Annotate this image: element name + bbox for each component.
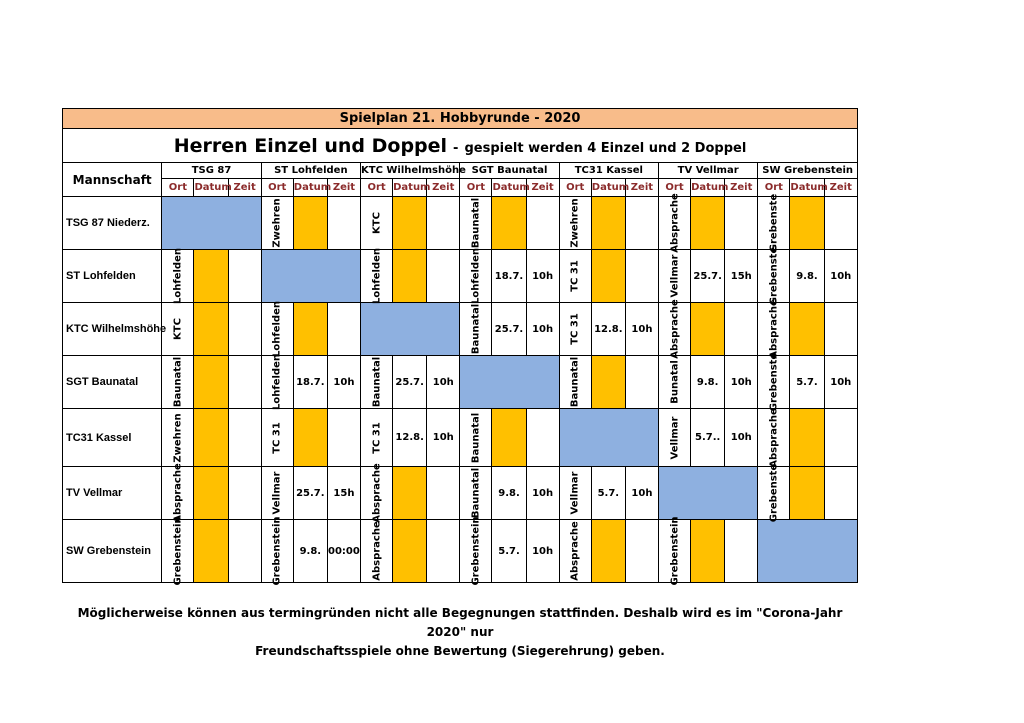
match-datum <box>194 303 228 356</box>
team-column-header: SW Grebenstein <box>758 163 858 179</box>
subheader-zeit: Zeit <box>327 179 360 197</box>
subheader-ort: Ort <box>162 179 194 197</box>
match-zeit: 10h <box>327 356 360 409</box>
match-ort: Lohfelden <box>271 354 283 410</box>
match-ort: Baunatal <box>470 412 482 463</box>
match-datum <box>691 303 725 356</box>
match-ort-cell <box>559 520 591 583</box>
match-ort: Grebenstein <box>470 516 482 586</box>
match-zeit <box>824 467 857 520</box>
match-zeit <box>228 356 261 409</box>
match-zeit <box>725 197 758 250</box>
subtitle: gespielt werden 4 Einzel und 2 Doppel <box>464 140 747 156</box>
subheader-datum: Datum <box>591 179 625 197</box>
match-ort-cell <box>559 467 591 520</box>
match-datum: 9.8. <box>492 467 526 520</box>
match-ort-cell <box>261 197 293 250</box>
match-zeit: 15h <box>725 250 758 303</box>
match-ort-cell <box>460 409 492 467</box>
match-ort-cell <box>658 516 690 586</box>
team-name: TV Vellmar <box>63 467 162 520</box>
match-datum <box>790 197 824 250</box>
subheader-ort: Ort <box>361 179 393 197</box>
match-ort: Absprache <box>768 407 780 468</box>
match-zeit <box>824 197 857 250</box>
match-ort-cell <box>460 516 492 586</box>
match-datum <box>194 250 228 303</box>
match-ort-cell <box>460 467 492 520</box>
subheader-zeit: Zeit <box>625 179 658 197</box>
match-ort: Zwehren <box>271 198 283 248</box>
subheader-zeit: Zeit <box>725 179 758 197</box>
match-ort: TC 31 <box>569 313 581 345</box>
match-ort-cell <box>460 250 492 303</box>
team-row <box>63 356 858 409</box>
match-datum: 9.8. <box>293 520 327 583</box>
match-ort: Lohfelden <box>470 248 482 304</box>
match-datum <box>194 409 228 467</box>
subheader-ort: Ort <box>460 179 492 197</box>
match-datum: 25.7. <box>691 250 725 303</box>
match-ort: TC 31 <box>271 421 283 454</box>
match-datum: 9.8. <box>790 250 824 303</box>
match-ort-cell <box>758 246 790 306</box>
match-datum: 18.7. <box>492 250 526 303</box>
match-zeit: 10h <box>427 409 460 467</box>
subtitle-row <box>63 129 858 163</box>
match-zeit <box>526 197 559 250</box>
match-datum <box>591 520 625 583</box>
match-ort-cell <box>361 197 393 250</box>
match-ort: Baunatal <box>172 356 184 408</box>
match-zeit: 10h <box>725 356 758 409</box>
match-datum: 12.8. <box>393 409 427 467</box>
main-title: Herren Einzel und Doppel <box>173 134 448 157</box>
match-zeit: 00:00 <box>327 520 360 583</box>
match-zeit: 10h <box>526 303 559 356</box>
match-datum <box>492 197 526 250</box>
match-ort-cell <box>261 356 293 409</box>
match-zeit <box>625 250 658 303</box>
team-row <box>63 409 858 467</box>
match-ort: Vellmar <box>271 471 283 515</box>
match-zeit: 10h <box>526 520 559 583</box>
match-ort-cell <box>162 250 194 303</box>
title-row <box>63 109 858 129</box>
subheader-datum: Datum <box>293 179 327 197</box>
match-ort: Grebenste <box>768 193 780 253</box>
subheader-datum: Datum <box>492 179 526 197</box>
match-ort: Absprache <box>768 299 780 359</box>
subheader-datum: Datum <box>691 179 725 197</box>
match-ort: Grebenstein <box>271 516 283 586</box>
team-row <box>63 197 858 250</box>
match-zeit: 10h <box>625 303 658 356</box>
match-datum <box>492 409 526 467</box>
team-name: SGT Baunatal <box>63 356 162 409</box>
match-zeit <box>625 520 658 583</box>
match-ort-cell <box>758 352 790 412</box>
subheader-zeit: Zeit <box>228 179 261 197</box>
match-ort-cell <box>361 463 393 523</box>
subheader-zeit: Zeit <box>427 179 460 197</box>
match-ort-cell <box>162 356 194 409</box>
match-zeit <box>228 467 261 520</box>
match-ort-cell <box>261 516 293 586</box>
match-ort: TC 31 <box>371 421 383 454</box>
match-zeit <box>824 409 857 467</box>
match-ort-cell <box>361 250 393 303</box>
subheader-datum: Datum <box>393 179 427 197</box>
match-ort-cell <box>658 193 690 253</box>
match-ort-cell <box>559 303 591 356</box>
team-name: ST Lohfelden <box>63 250 162 303</box>
self-match-cell <box>162 197 261 250</box>
team-column-header: TSG 87 <box>162 163 261 179</box>
subheader-ort: Ort <box>658 179 690 197</box>
match-ort-cell <box>361 356 393 409</box>
subheader-ort: Ort <box>559 179 591 197</box>
self-match-cell <box>261 250 360 303</box>
match-datum <box>393 467 427 520</box>
match-datum <box>293 303 327 356</box>
match-ort: Baunatal <box>470 303 482 355</box>
team-row <box>63 520 858 583</box>
match-datum: 12.8. <box>591 303 625 356</box>
match-ort: Absprache <box>371 521 383 581</box>
match-ort-cell <box>758 193 790 253</box>
subheader-ort: Ort <box>758 179 790 197</box>
match-ort: Grebenste <box>768 352 780 412</box>
match-ort-cell <box>758 463 790 523</box>
match-ort: Grebenstein <box>669 516 681 586</box>
match-ort: Absprache <box>371 463 383 523</box>
match-datum: 5.7. <box>492 520 526 583</box>
match-ort: Absprache <box>569 521 581 581</box>
match-datum <box>293 197 327 250</box>
match-ort-cell <box>460 303 492 356</box>
footer-note <box>62 604 858 661</box>
match-datum: 5.7. <box>790 356 824 409</box>
match-zeit <box>327 409 360 467</box>
match-ort: Zwehren <box>172 412 184 463</box>
match-datum: 5.7.. <box>691 409 725 467</box>
match-datum <box>194 356 228 409</box>
team-name: SW Grebenstein <box>63 520 162 583</box>
match-ort: Vellmar <box>569 471 581 515</box>
match-datum <box>194 467 228 520</box>
schedule-sheet <box>62 108 858 593</box>
match-zeit <box>427 250 460 303</box>
match-ort: Grebenste <box>768 246 780 306</box>
team-column-header: TV Vellmar <box>658 163 757 179</box>
match-ort-cell <box>162 463 194 523</box>
match-ort-cell <box>162 303 194 356</box>
self-match-cell <box>361 303 460 356</box>
match-zeit <box>327 303 360 356</box>
match-ort: Bunatal <box>669 360 681 404</box>
footer-line-1: Möglicherweise können aus termingründen nicht alle Begegnungen stattfinden. Deshalb wird es im "Corona-Jahr 2020" nur <box>77 606 843 639</box>
subheader-datum: Datum <box>194 179 228 197</box>
match-zeit: 10h <box>526 467 559 520</box>
team-column-header: SGT Baunatal <box>460 163 559 179</box>
match-ort: Lohfelden <box>271 301 283 357</box>
match-zeit <box>625 197 658 250</box>
match-zeit <box>427 520 460 583</box>
team-column-header: ST Lohfelden <box>261 163 360 179</box>
match-ort: Vellmar <box>669 416 681 459</box>
match-ort: Absprache <box>669 299 681 359</box>
match-zeit <box>228 303 261 356</box>
column-subheader-row <box>63 179 858 197</box>
match-ort-cell <box>261 409 293 467</box>
match-ort-cell <box>658 250 690 303</box>
match-datum <box>691 197 725 250</box>
match-datum <box>591 250 625 303</box>
team-header-row <box>63 163 858 179</box>
match-ort-cell <box>658 299 690 359</box>
match-datum: 25.7. <box>293 467 327 520</box>
team-name: KTC Wilhelmshöhe <box>63 303 162 356</box>
match-zeit: 15h <box>327 467 360 520</box>
match-datum: 25.7. <box>492 303 526 356</box>
match-ort: Baunatal <box>371 356 383 408</box>
match-ort: Baunatal <box>470 197 482 249</box>
match-zeit: 10h <box>824 250 857 303</box>
sheet-title: Spielplan 21. Hobbyrunde - 2020 <box>63 109 858 129</box>
team-column-header: KTC Wilhelmshöhe <box>361 163 460 179</box>
subtitle-cell <box>63 129 858 163</box>
self-match-cell <box>460 356 559 409</box>
match-ort-cell <box>658 356 690 409</box>
match-zeit <box>725 520 758 583</box>
match-datum <box>691 520 725 583</box>
match-ort-cell <box>361 520 393 583</box>
subheader-ort: Ort <box>261 179 293 197</box>
match-zeit <box>824 303 857 356</box>
schedule-table <box>62 108 858 586</box>
match-ort: Lohfelden <box>371 248 383 304</box>
title-separator: - <box>453 140 459 156</box>
self-match-cell <box>758 520 858 583</box>
match-zeit <box>228 250 261 303</box>
match-ort: Grebenste <box>768 463 780 523</box>
match-ort-cell <box>758 299 790 359</box>
match-datum <box>591 356 625 409</box>
team-row <box>63 303 858 356</box>
match-zeit <box>725 303 758 356</box>
mannschaft-label: Mannschaft <box>63 163 162 197</box>
match-ort-cell <box>559 356 591 409</box>
team-row <box>63 467 858 520</box>
match-ort-cell <box>261 303 293 356</box>
match-zeit <box>228 409 261 467</box>
match-ort-cell <box>758 409 790 467</box>
match-zeit: 10h <box>725 409 758 467</box>
team-row <box>63 250 858 303</box>
match-zeit: 10h <box>824 356 857 409</box>
match-zeit <box>427 197 460 250</box>
match-datum: 5.7. <box>591 467 625 520</box>
match-ort: Absprache <box>669 193 681 253</box>
match-ort: Absprache <box>172 463 184 523</box>
match-ort-cell <box>361 409 393 467</box>
match-ort-cell <box>658 409 690 467</box>
match-ort-cell <box>261 467 293 520</box>
match-zeit <box>625 356 658 409</box>
match-ort-cell <box>162 409 194 467</box>
match-datum <box>393 520 427 583</box>
match-ort: KTC <box>172 318 184 340</box>
match-datum <box>393 197 427 250</box>
match-ort: Lohfelden <box>172 248 184 304</box>
match-datum: 18.7. <box>293 356 327 409</box>
match-datum <box>194 520 228 583</box>
match-ort-cell <box>162 516 194 586</box>
match-zeit <box>427 467 460 520</box>
match-datum: 9.8. <box>691 356 725 409</box>
team-name: TC31 Kassel <box>63 409 162 467</box>
match-zeit: 10h <box>427 356 460 409</box>
match-datum <box>790 303 824 356</box>
footer-line-2: Freundschaftsspiele ohne Bewertung (Siegerehrung) geben. <box>255 644 665 658</box>
match-zeit: 10h <box>625 467 658 520</box>
match-zeit <box>327 197 360 250</box>
match-datum: 25.7. <box>393 356 427 409</box>
match-zeit: 10h <box>526 250 559 303</box>
match-ort-cell <box>460 197 492 250</box>
team-column-header: TC31 Kassel <box>559 163 658 179</box>
subheader-zeit: Zeit <box>824 179 857 197</box>
match-ort: TC 31 <box>569 260 581 292</box>
match-ort: Baunatal <box>569 356 581 408</box>
self-match-cell <box>658 467 757 520</box>
match-ort-cell <box>559 197 591 250</box>
match-zeit <box>228 520 261 583</box>
subheader-datum: Datum <box>790 179 824 197</box>
match-ort: Grebenstein <box>172 516 184 586</box>
match-ort-cell <box>559 250 591 303</box>
team-name: TSG 87 Niederz. <box>63 197 162 250</box>
match-datum <box>591 197 625 250</box>
match-datum <box>790 409 824 467</box>
match-ort: KTC <box>371 212 383 234</box>
match-datum <box>393 250 427 303</box>
self-match-cell <box>559 409 658 467</box>
subheader-zeit: Zeit <box>526 179 559 197</box>
match-datum <box>790 467 824 520</box>
match-ort: Baunatal <box>470 467 482 519</box>
match-zeit <box>526 409 559 467</box>
match-ort: Zwehren <box>569 198 581 248</box>
match-datum <box>293 409 327 467</box>
match-ort: Vellmar <box>669 254 681 298</box>
